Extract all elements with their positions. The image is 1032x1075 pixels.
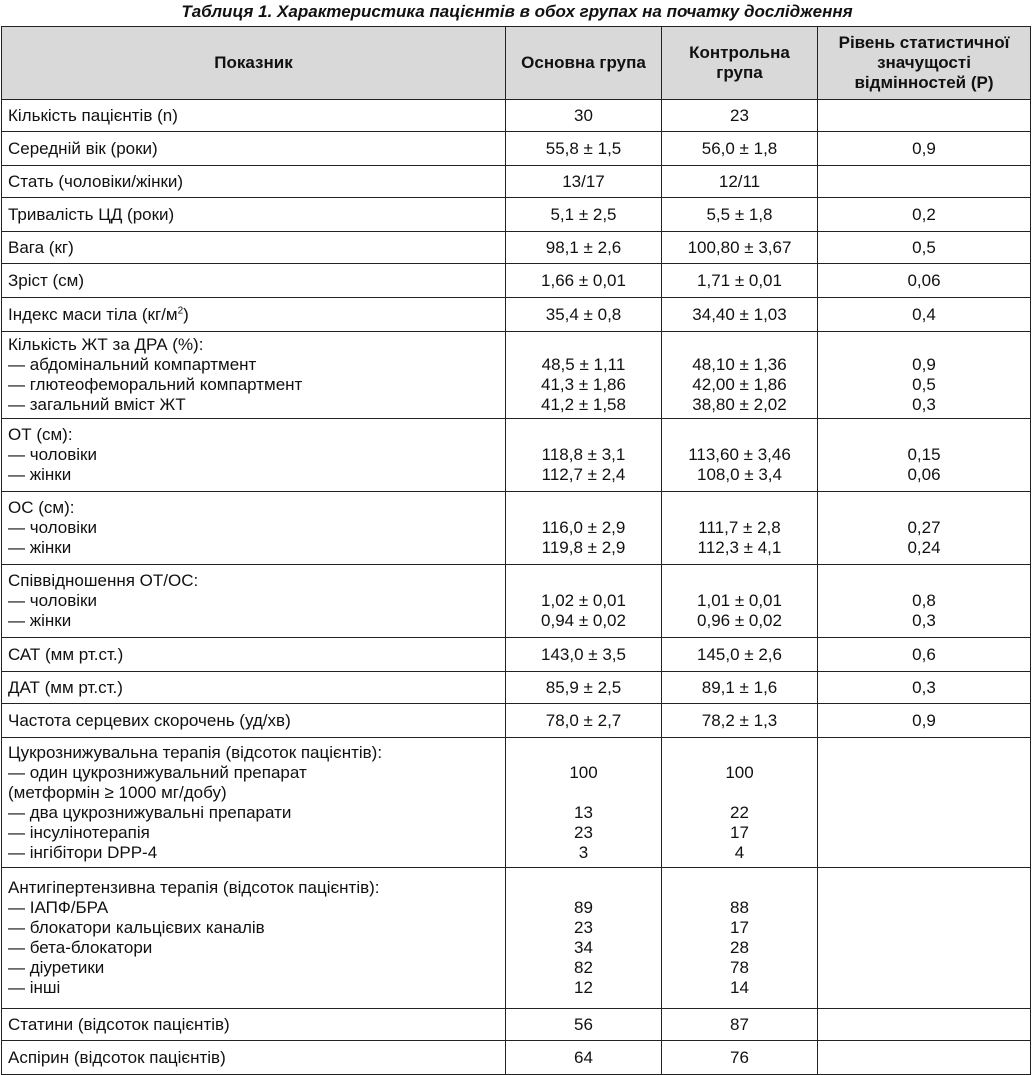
row-label xyxy=(2,198,506,232)
p-value: 0,9 xyxy=(818,704,1031,738)
p-value xyxy=(818,1009,1031,1041)
table-row xyxy=(2,100,1031,132)
main-group-value: 13/17 xyxy=(506,166,662,198)
control-group-value: 78,2 ± 1,3 xyxy=(662,704,818,738)
main-group-value: 89 23 34 82 12 xyxy=(506,868,662,1009)
control-group-value: 76 xyxy=(662,1041,818,1075)
table-row xyxy=(2,419,1031,492)
table-row xyxy=(2,868,1031,1009)
row-label xyxy=(2,704,506,738)
header-main-group: Основна група xyxy=(506,27,662,100)
row-label xyxy=(2,638,506,672)
main-group-value: 85,9 ± 2,5 xyxy=(506,672,662,704)
control-group-value: 56,0 ± 1,8 xyxy=(662,132,818,166)
row-label-text: Зріст (см) xyxy=(8,270,85,290)
row-label-text: Кількість ЖТ за ДРА (%): — абдомінальний компартмент — глютеофеморальний компартмент — загальний вміст ЖТ xyxy=(8,335,303,414)
main-group-value: 98,1 ± 2,6 xyxy=(506,232,662,264)
row-label-text: ДАТ (мм рт.ст.) xyxy=(8,677,123,697)
row-label-text: Індекс маси тіла (кг/м xyxy=(8,304,178,324)
row-label-suffix: ) xyxy=(183,304,189,324)
row-label-text: Співвідношення ОТ/ОС: — чоловіки — жінки xyxy=(8,571,199,630)
row-label-text: Статини (відсоток пацієнтів) xyxy=(8,1014,230,1034)
table-row xyxy=(2,198,1031,232)
row-label-text: Частота серцевих скорочень (уд/хв) xyxy=(8,710,291,730)
p-value: 0,06 xyxy=(818,264,1031,298)
row-label xyxy=(2,419,506,492)
control-group-value: 34,40 ± 1,03 xyxy=(662,298,818,332)
control-group-value: 89,1 ± 1,6 xyxy=(662,672,818,704)
control-group-value: 87 xyxy=(662,1009,818,1041)
table-header-row xyxy=(2,27,1031,100)
control-group-value: 5,5 ± 1,8 xyxy=(662,198,818,232)
main-group-value: 35,4 ± 0,8 xyxy=(506,298,662,332)
row-label xyxy=(2,868,506,1009)
row-label-text: ОТ (см): — чоловіки — жінки xyxy=(8,425,97,484)
p-value xyxy=(818,1041,1031,1075)
p-value: 0,2 xyxy=(818,198,1031,232)
p-value xyxy=(818,100,1031,132)
row-label xyxy=(2,298,506,332)
main-group-value: 56 xyxy=(506,1009,662,1041)
main-group-value: 30 xyxy=(506,100,662,132)
table-row xyxy=(2,1041,1031,1075)
p-value xyxy=(818,868,1031,1009)
row-label xyxy=(2,166,506,198)
patient-characteristics-table xyxy=(1,26,1031,1075)
row-label xyxy=(2,100,506,132)
row-label xyxy=(2,738,506,868)
main-group-value: 78,0 ± 2,7 xyxy=(506,704,662,738)
row-label-text: Середній вік (роки) xyxy=(8,138,158,158)
p-value xyxy=(818,166,1031,198)
table-row xyxy=(2,492,1031,565)
table-row xyxy=(2,565,1031,638)
row-label xyxy=(2,565,506,638)
header-p-value: Рівень статистичної значущості відмінностей (Р) xyxy=(818,27,1031,100)
control-group-value: 100 22 17 4 xyxy=(662,738,818,868)
row-label xyxy=(2,232,506,264)
row-label-text: САТ (мм рт.ст.) xyxy=(8,644,124,664)
table-row xyxy=(2,232,1031,264)
row-label-text: Аспірин (відсоток пацієнтів) xyxy=(8,1047,226,1067)
table-row xyxy=(2,1009,1031,1041)
control-group-value: 145,0 ± 2,6 xyxy=(662,638,818,672)
main-group-value: 116,0 ± 2,9 119,8 ± 2,9 xyxy=(506,492,662,565)
control-group-value: 12/11 xyxy=(662,166,818,198)
table-row xyxy=(2,738,1031,868)
p-value: 0,9 xyxy=(818,132,1031,166)
control-group-value: 100,80 ± 3,67 xyxy=(662,232,818,264)
control-group-value: 48,10 ± 1,36 42,00 ± 1,86 38,80 ± 2,02 xyxy=(662,332,818,419)
row-label xyxy=(2,332,506,419)
main-group-value: 5,1 ± 2,5 xyxy=(506,198,662,232)
p-value: 0,5 xyxy=(818,232,1031,264)
row-label-superscript: 2 xyxy=(177,304,184,316)
row-label-text: Кількість пацієнтів (n) xyxy=(8,105,178,125)
row-label-text: Антигіпертензивна терапія (відсоток пацієнтів): — ІАПФ/БРА — блокатори кальцієвих каналів — бета-блокатори — діуретики — інші xyxy=(8,878,380,997)
main-group-value: 100 13 23 3 xyxy=(506,738,662,868)
p-value: 0,9 0,5 0,3 xyxy=(818,332,1031,419)
p-value: 0,3 xyxy=(818,672,1031,704)
main-group-value: 1,02 ± 0,01 0,94 ± 0,02 xyxy=(506,565,662,638)
row-label-text: Цукрознижувальна терапія (відсоток пацієнтів): — один цукрознижувальний препарат (метформін ≥ 1000 мг/добу) — два цукрознижувальні препарати — інсулінотерапія — інгібітори DPP-4 xyxy=(8,742,383,862)
control-group-value: 1,71 ± 0,01 xyxy=(662,264,818,298)
row-label-text: Вага (кг) xyxy=(8,237,74,257)
table-row xyxy=(2,298,1031,332)
row-label-text: Стать (чоловіки/жінки) xyxy=(8,171,184,191)
row-label xyxy=(2,1009,506,1041)
header-indicator: Показник xyxy=(2,27,506,100)
p-value: 0,27 0,24 xyxy=(818,492,1031,565)
control-group-value: 111,7 ± 2,8 112,3 ± 4,1 xyxy=(662,492,818,565)
p-value xyxy=(818,738,1031,868)
table-row xyxy=(2,704,1031,738)
table-row xyxy=(2,672,1031,704)
row-label xyxy=(2,264,506,298)
header-control-group: Контрольна група xyxy=(662,27,818,100)
row-label xyxy=(2,132,506,166)
row-label xyxy=(2,492,506,565)
table-row xyxy=(2,638,1031,672)
control-group-value: 23 xyxy=(662,100,818,132)
main-group-value: 143,0 ± 3,5 xyxy=(506,638,662,672)
row-label-text: Тривалість ЦД (роки) xyxy=(8,204,175,224)
control-group-value: 1,01 ± 0,01 0,96 ± 0,02 xyxy=(662,565,818,638)
table-row xyxy=(2,264,1031,298)
table-row xyxy=(2,332,1031,419)
main-group-value: 48,5 ± 1,11 41,3 ± 1,86 41,2 ± 1,58 xyxy=(506,332,662,419)
row-label-text: ОС (см): — чоловіки — жінки xyxy=(8,498,97,557)
table-row xyxy=(2,166,1031,198)
main-group-value: 64 xyxy=(506,1041,662,1075)
table-caption: Таблиця 1. Характеристика пацієнтів в обох групах на початку дослідження xyxy=(181,2,853,21)
row-label xyxy=(2,672,506,704)
p-value: 0,15 0,06 xyxy=(818,419,1031,492)
control-group-value: 113,60 ± 3,46 108,0 ± 3,4 xyxy=(662,419,818,492)
table-row xyxy=(2,132,1031,166)
main-group-value: 1,66 ± 0,01 xyxy=(506,264,662,298)
p-value: 0,6 xyxy=(818,638,1031,672)
control-group-value: 88 17 28 78 14 xyxy=(662,868,818,1009)
main-group-value: 55,8 ± 1,5 xyxy=(506,132,662,166)
main-group-value: 118,8 ± 3,1 112,7 ± 2,4 xyxy=(506,419,662,492)
p-value: 0,4 xyxy=(818,298,1031,332)
p-value: 0,8 0,3 xyxy=(818,565,1031,638)
row-label xyxy=(2,1041,506,1075)
